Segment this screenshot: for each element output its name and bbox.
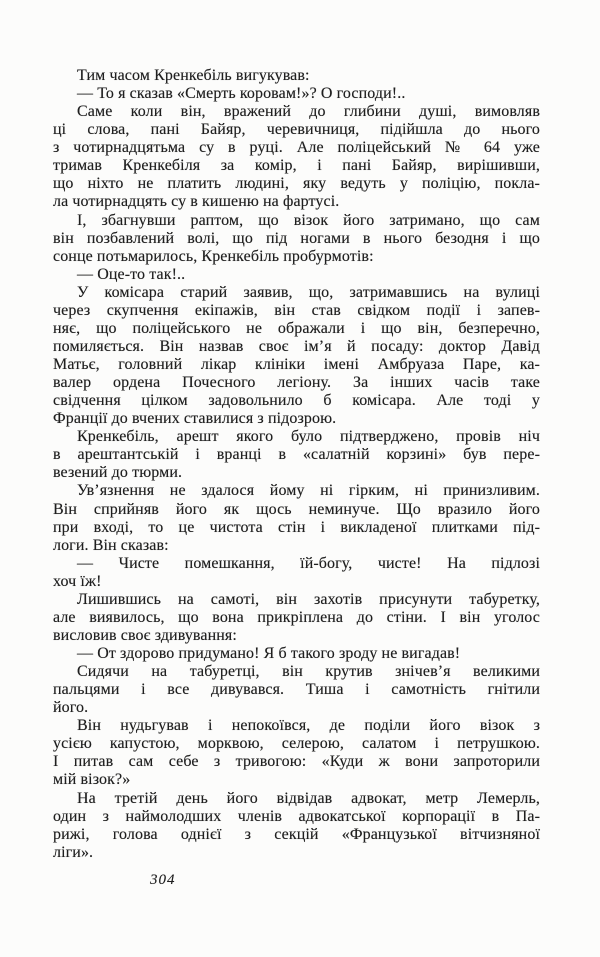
text-line: логи. Він сказав:	[53, 536, 169, 554]
text-line: через скупчення екіпажів, він став свідком події і запев-	[53, 301, 540, 319]
text-line: няє, що поліцейського не ображали і що він, безперечно,	[53, 319, 540, 337]
text-line: рижі, голова однієї з секцій «Французької вітчизняної	[53, 825, 540, 843]
text-line: усією капустою, морквою, селерою, салатом і петрушкою.	[53, 735, 540, 753]
text-line: — То я сказав «Смерть коровам!»? О господи!..	[77, 85, 406, 103]
paragraph	[53, 663, 540, 717]
text-line: що ніхто не платить людині, яку ведуть у поліцію, покла-	[53, 175, 540, 193]
text-line: висловив своє здивування:	[53, 626, 237, 644]
text-line: він позбавлений волі, що під ногами в нього безодня і що	[53, 229, 540, 247]
text-line: в арештантській і вранці в «салатній корзині» був пере-	[53, 446, 540, 464]
text-line: мій візок?»	[53, 771, 131, 789]
text-line: Матьє, головний лікар клініки імені Амбруаза Паре, ка-	[53, 356, 540, 373]
text-line: Сидячи на табуретці, він крутив знічев’я великими	[77, 663, 540, 681]
text-line: — Чисте помешкання, їй-богу, чисте! На підлозі	[77, 554, 540, 572]
paragraph	[53, 428, 540, 482]
text-line: пальцями і все дивувався. Тиша і самотність гнітили	[53, 681, 540, 699]
text-line: І питав сам себе з тривогою: «Куди ж вони запроторили	[53, 753, 540, 771]
text-line: хоч їж!	[53, 572, 102, 590]
paragraph	[53, 482, 540, 554]
paragraph	[53, 790, 540, 862]
text-line: На третій день його відвідав адвокат, метр Лемерль,	[77, 789, 540, 807]
text-line: ці слова, пані Байяр, черевичниця, підійшла до нього	[53, 121, 540, 139]
text-line: один з наймолодших членів адвокатської корпорації в Па-	[53, 807, 540, 825]
text-line: Тим часом Кренкебіль вигукував:	[77, 67, 310, 84]
text-line: І, збагнувши раптом, що візок його затримано, що сам	[77, 211, 540, 229]
paragraph	[53, 645, 540, 663]
text-line: з чотирнадцятьма су в руці. Але поліцейський № 64 уже	[53, 139, 540, 157]
text-line: Саме коли він, вражений до глибини душі, вимовляв	[77, 103, 540, 121]
text-line: при вході, то це чистота стін і викладеної плитками під-	[53, 518, 540, 536]
text-line: сонце потьмарилось, Кренкебіль пробурмотів:	[53, 247, 374, 265]
text-line: Франції до вчених ставилися з підозрою.	[53, 410, 337, 428]
paragraph	[53, 212, 540, 266]
text-line: Він сприйняв його як щось неминуче. Що вразило його	[53, 500, 540, 518]
text-line: ла чотирнадцять су в кишеню на фартусі.	[53, 193, 340, 211]
paragraph	[53, 266, 540, 284]
text-line: ліги».	[53, 843, 94, 861]
text-line: Лишившись на самоті, він захотів присунути табуретку,	[77, 590, 540, 608]
text-line: везений до тюрми.	[53, 464, 183, 482]
text-line: — Оце-то так!..	[77, 265, 186, 283]
text-line: тримав Кренкебіля за комір, і пані Байяр, вирішивши,	[53, 157, 540, 175]
text-line: — От здорово придумано! Я б такого зроду не вигадав!	[77, 645, 461, 662]
text-line: Ув’язнення не здалося йому ні гірким, ні принизливим.	[77, 482, 540, 500]
text-line: Він нудьгував і непокоївся, де поділи його візок з	[77, 717, 540, 735]
text-line: свідчення цілком задовольнило б комісара. Але тоді у	[53, 392, 540, 410]
paragraph	[53, 555, 540, 591]
text-line: помиляється. Він назвав своє ім’я й посаду: доктор Давід	[53, 337, 540, 355]
text-line: його.	[53, 699, 89, 717]
text-line: валер ордена Почесного легіону. За інших часів таке	[53, 374, 540, 392]
page-number: 304	[150, 872, 176, 888]
text-line: У комісара старий заявив, що, затримавшись на вулиці	[77, 283, 540, 301]
paragraph	[53, 85, 540, 103]
text-line: але виявилось, що вона прикріплена до стіни. І він уголос	[53, 608, 540, 626]
paragraph	[53, 717, 540, 789]
paragraph	[53, 284, 540, 429]
text-line: Кренкебіль, арешт якого було підтверджено, провів ніч	[77, 428, 540, 446]
paragraph	[53, 67, 540, 85]
paragraph	[53, 591, 540, 645]
paragraph	[53, 103, 540, 211]
text-block	[53, 67, 540, 862]
